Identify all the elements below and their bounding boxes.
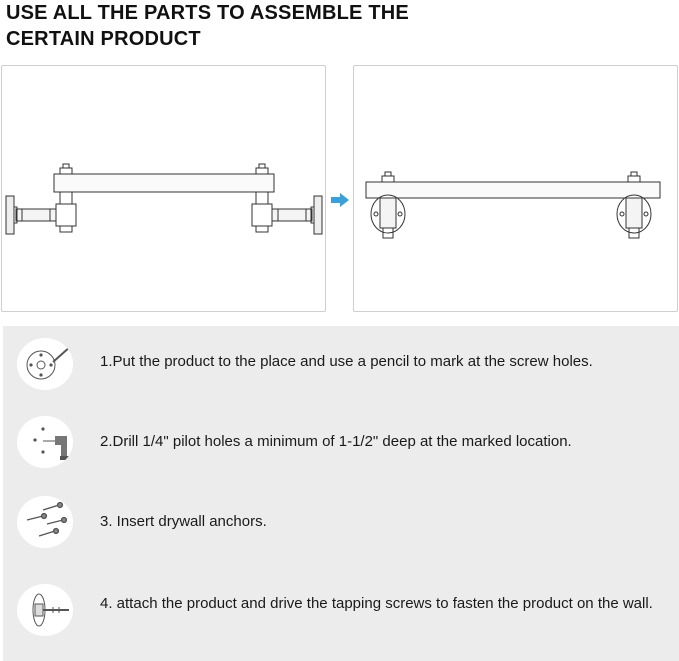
instruction-steps [3,326,679,661]
title-line-1: USE ALL THE PARTS TO ASSEMBLE THE [6,2,409,24]
drywall-anchors-icon [17,496,73,548]
assembled-shelf-diagram [354,66,677,311]
step-4-text: 4. attach the product and drive the tapping screws to fasten the product on the wall. [100,595,653,612]
wall-flange-pencil-icon [17,338,73,390]
tapping-screw-icon [17,584,73,636]
step-2-text: 2.Drill 1/4" pilot holes a minimum of 1-1/2" deep at the marked location. [100,433,572,450]
exploded-shelf-diagram [2,66,325,311]
assembled-panel [353,65,678,312]
parts-panel [1,65,326,312]
title-line-2: CERTAIN PRODUCT [6,28,201,50]
step-1-text: 1.Put the product to the place and use a pencil to mark at the screw holes. [100,353,593,370]
drill-icon [17,416,73,468]
page-title [6,0,566,52]
step-3-text: 3. Insert drywall anchors. [100,513,267,530]
arrow-right-icon [331,193,349,207]
